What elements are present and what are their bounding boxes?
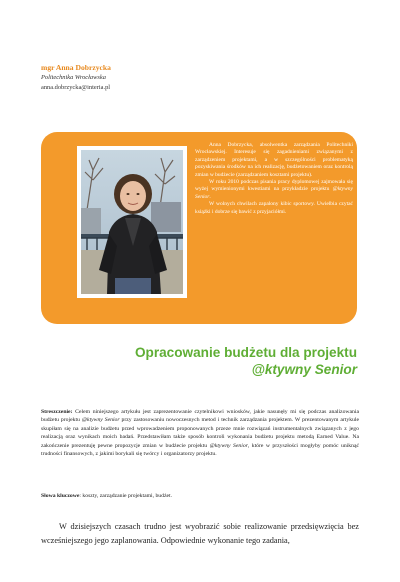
author-email[interactable]: anna.dobrzycka@interia.pl bbox=[41, 84, 111, 91]
article-title-sub: @ktywny Senior bbox=[251, 362, 357, 377]
keywords-label: Słowa kluczowe bbox=[41, 493, 80, 499]
bio-paragraph-2-end: . bbox=[209, 193, 211, 200]
abstract-text-2: przy zastosowaniu nowoczesnych metod i technik zarządzania projektem. W prezentowanym artykule skupiłam się na analizie budżetu przed wprowadzeniem proponowanych przeze mnie rozwiązań instrumentalnych związanych z jego realizacją oraz wynikach moich badań. Przedstawiłam także sposób kontroli wykonania budżetu projektu metodą Earned Value. Na zakończenie prezentuję pewne propozycje zmian w budżecie projektu bbox=[41, 417, 359, 449]
keywords bbox=[41, 492, 359, 500]
abstract-text-3: , które w przyszłości mogłyby pomóc uniknąć trudności finansowych, z jakimi borykali się twórcy i organizatorzy projektu. bbox=[41, 442, 360, 458]
bio-paragraph-2 bbox=[195, 179, 353, 201]
article-title-main: Opracowanie budżetu dla projektu bbox=[134, 345, 357, 360]
author-photo-frame bbox=[77, 146, 187, 298]
bio-paragraph-3: W wolnych chwilach zapalony kibic sportowy. Uwielbia czytać książki i dobrze się bawić z przyjaciółmi. bbox=[195, 201, 353, 215]
abstract-project-1: @ktywny Senior bbox=[81, 417, 120, 424]
bio-paragraph-2-text: W roku 2010 podczas pisania pracy dyplomowej zajmowała się wyżej wymienionymi kwestiami na przykładzie projektu bbox=[195, 179, 353, 193]
bio-project-name: @ktywny Senior bbox=[195, 186, 353, 200]
author-bio-text bbox=[195, 142, 353, 216]
author-photo bbox=[81, 150, 183, 294]
body-paragraph-1: W dzisiejszych czasach trudno jest wyobrazić sobie realizowanie przedsięwzięcia bez wcześniejszego jego zaplanowania. Odpowiednie wykonanie tego zadania, bbox=[41, 522, 359, 545]
body-text bbox=[41, 520, 359, 548]
abstract-text-1: Celem niniejszego artykułu jest zaprezentowanie czytelnikowi wniosków, jakie nasunęły mi się podczas analizowania budżetu projektu bbox=[41, 409, 359, 424]
author-bio-box bbox=[41, 132, 357, 324]
bio-paragraph-1: Anna Dobrzycka, absolwentka zarządzania Politechniki Wrocławskiej. Interesuje się zagadnieniami związanymi z zarządzeniem projektami, a w szczególności problematyką pozyskiwania środków na ich realizację, budżetowaniem oraz kontrolą zmian w budżecie (zarządzaniem kosztami projektu). bbox=[195, 142, 353, 178]
abstract-label: Streszczenie: bbox=[41, 409, 73, 415]
abstract bbox=[41, 408, 359, 458]
author-affiliation: Politechnika Wrocławska bbox=[41, 74, 106, 81]
keywords-text: : koszty, zarządzanie projektami, budżet. bbox=[79, 493, 173, 499]
author-name: mgr Anna Dobrzycka bbox=[41, 63, 111, 72]
abstract-project-2: @ktywny Senior bbox=[209, 442, 248, 449]
article-title bbox=[135, 345, 357, 378]
author-block bbox=[41, 63, 241, 93]
